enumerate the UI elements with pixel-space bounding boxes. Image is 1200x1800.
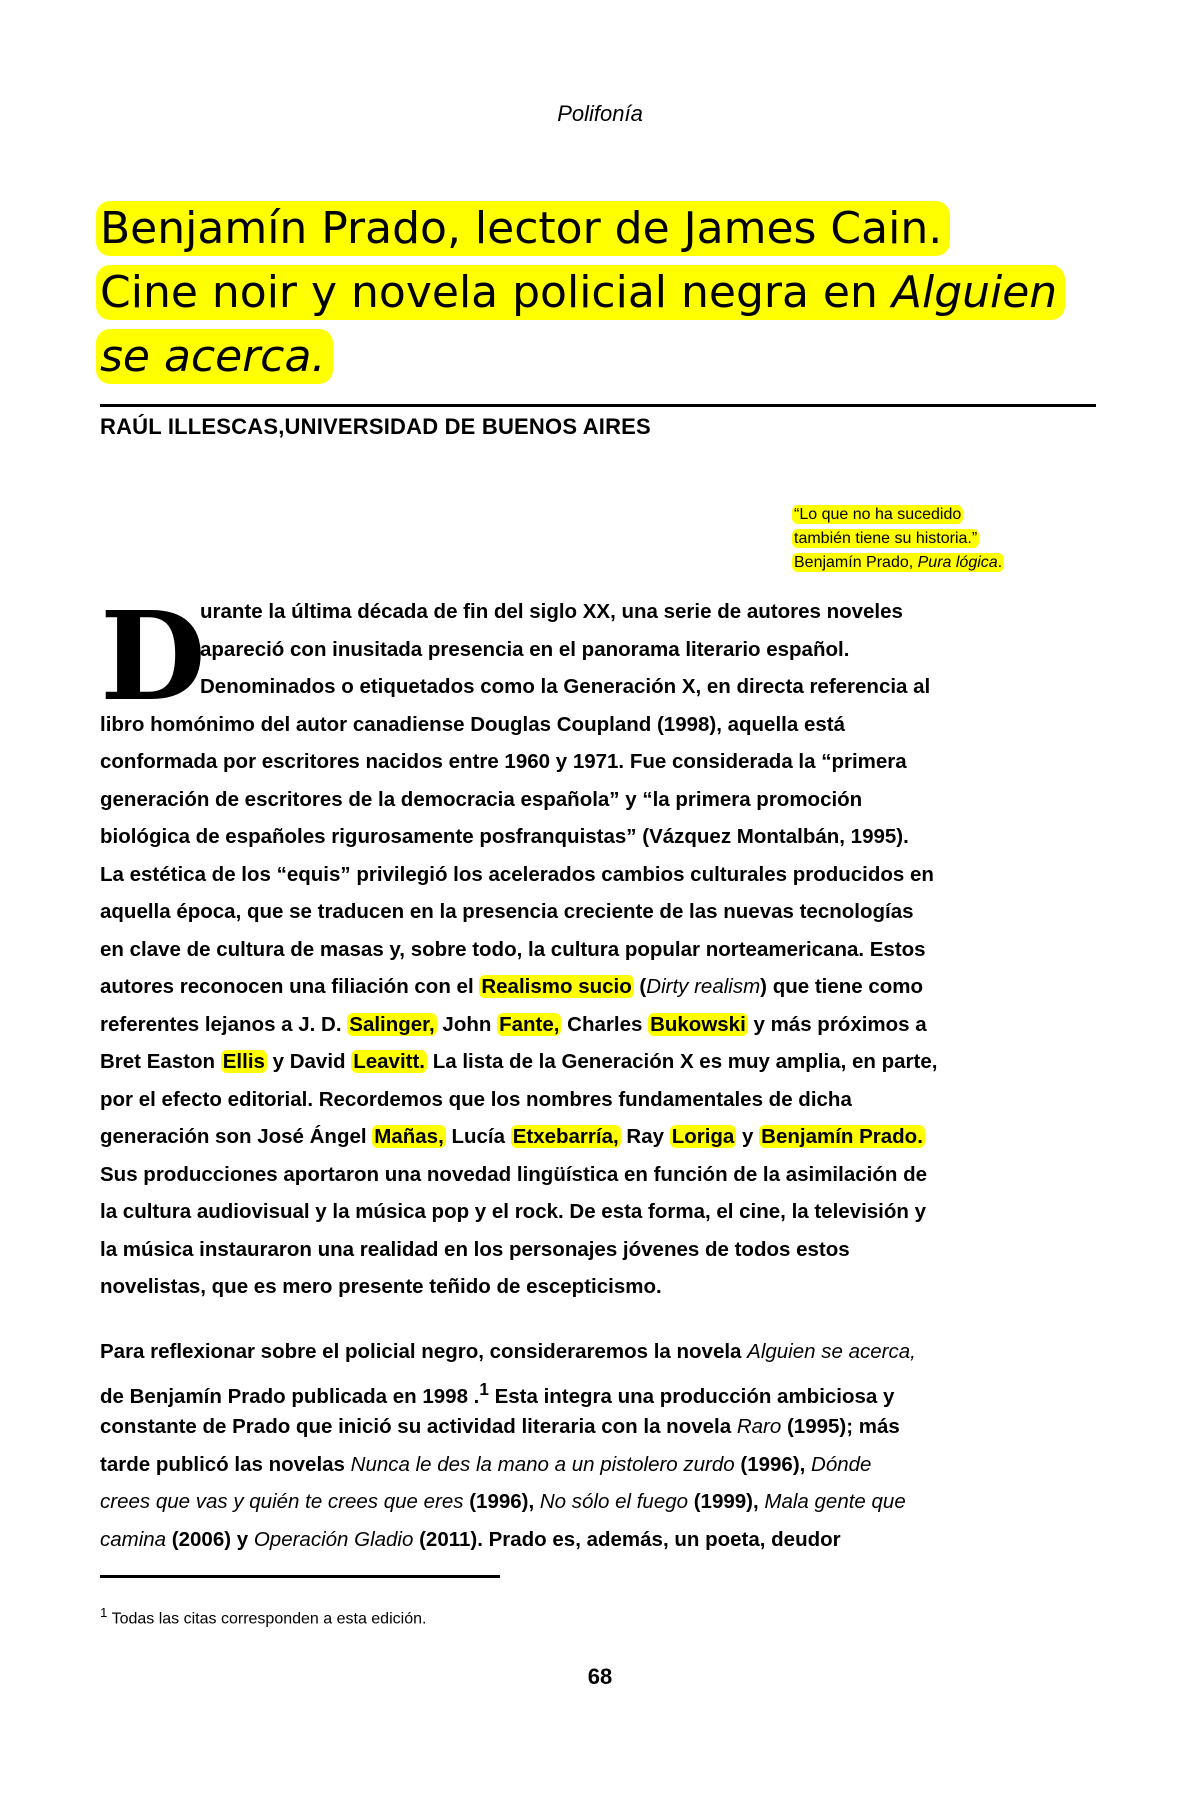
text-line: camina (2006) y Operación Gladio (2011). Prado es, además, un poeta, deudor xyxy=(100,1527,841,1551)
highlight-leavitt: Leavitt. xyxy=(353,1050,426,1073)
text-line: crees que vas y quién te crees que eres (1996), No sólo el fuego (1999), Mala gente que xyxy=(100,1490,906,1513)
footnote-reference[interactable]: 1 xyxy=(479,1379,489,1399)
title-line-1 xyxy=(96,197,1096,261)
text-line: biológica de españoles rigurosamente posfranquistas” (Vázquez Montalbán, 1995). xyxy=(100,825,909,848)
epigraph-line-1: “Lo que no ha sucedido xyxy=(794,506,962,523)
text-line: constante de Prado que inició su actividad literaria con la novela Raro (1995); más xyxy=(100,1415,900,1438)
epigraph xyxy=(792,503,1092,575)
text-line: autores reconocen una filiación con el Realismo sucio (Dirty realism) que tiene como xyxy=(100,975,924,998)
footnote-rule xyxy=(100,1575,500,1578)
body-paragraph-2 xyxy=(100,1333,1100,1558)
title-line-3 xyxy=(96,325,1096,389)
page-number: 68 xyxy=(587,1664,613,1689)
highlight-manas: Mañas, xyxy=(374,1125,444,1148)
text-line: La estética de los “equis” privilegió los acelerados cambios culturales producidos en xyxy=(100,862,934,886)
title-highlight-2 xyxy=(96,265,1065,320)
running-header: Polifonía xyxy=(557,101,643,126)
text-line: tarde publicó las novelas Nunca le des la mano a un pistolero zurdo (1996), Dónde xyxy=(100,1452,872,1476)
highlight-loriga: Loriga xyxy=(671,1125,735,1148)
text-line: aquella época, que se traducen en la presencia creciente de las nuevas tecnologías xyxy=(100,900,914,923)
highlight-fante: Fante, xyxy=(499,1012,560,1036)
title-rule xyxy=(100,404,1096,407)
drop-cap: D xyxy=(100,584,206,728)
text-line: referentes lejanos a J. D. Salinger, John Fante, Charles Bukowski y más próximos a xyxy=(100,1012,927,1036)
text-line: Denominados o etiquetados como la Generación X, en directa referencia al xyxy=(200,675,931,698)
footnote-mark: 1 xyxy=(100,1605,108,1620)
title-highlight-1: Benjamín Prado, lector de James Cain. xyxy=(96,201,950,256)
text-line: generación son José Ángel Mañas, Lucía Etxebarría, Ray Loriga y Benjamín Prado. xyxy=(100,1125,923,1148)
highlight-etxebarria: Etxebarría, xyxy=(512,1125,619,1148)
highlight-ellis: Ellis xyxy=(222,1050,265,1073)
text-line: de Benjamín Prado publicada en 1998 .$^1$ Esta integra una producción ambiciosa y xyxy=(100,1379,895,1408)
footnote: $^1$ Todas las citas corresponden a esta edición. xyxy=(100,1605,427,1628)
text-line: Para reflexionar sobre el policial negro, consideraremos la novela Alguien se acerca, xyxy=(100,1340,916,1363)
text-line: Bret Easton Ellis y David Leavitt. La lista de la Generación X es muy amplia, en parte, xyxy=(100,1050,938,1073)
title-line-2-italic: Alguien xyxy=(891,267,1058,318)
highlight-benjamin-prado: Benjamín Prado. xyxy=(761,1125,923,1148)
title-highlight-3 xyxy=(96,329,333,384)
epigraph-line-2: también tiene su historia.” xyxy=(794,530,978,547)
text-line: apareció con inusitada presencia en el panorama literario español. xyxy=(200,637,850,661)
text-line: conformada por escritores nacidos entre 1960 y 1971. Fue considerada la “primera xyxy=(100,750,907,773)
epigraph-source: Benjamín Prado, Pura lógica. xyxy=(794,554,1003,571)
text-line: por el efecto editorial. Recordemos que los nombres fundamentales de dicha xyxy=(100,1087,852,1111)
highlight-realismo-sucio: Realismo sucio xyxy=(481,975,632,998)
body-paragraph-1 xyxy=(100,584,1100,1306)
text-line: la cultura audiovisual y la música pop y el rock. De esta forma, el cine, la televisión y xyxy=(100,1200,927,1223)
title-line-2 xyxy=(96,261,1096,325)
text-line: novelistas, que es mero presente teñido de escepticismo. xyxy=(100,1275,662,1298)
title-line-2-text: Cine noir y novela policial negra en xyxy=(100,267,892,318)
title-line-3-italic: se acerca. xyxy=(100,331,326,382)
text-line: urante la última década de fin del siglo XX, una serie de autores noveles xyxy=(200,600,903,623)
author-affiliation: RAÚL ILLESCAS,UNIVERSIDAD DE BUENOS AIRES xyxy=(100,414,651,439)
text-line: libro homónimo del autor canadiense Douglas Coupland (1998), aquella está xyxy=(100,712,845,736)
highlight-salinger: Salinger, xyxy=(349,1012,435,1036)
text-line: generación de escritores de la democracia española” y “la primera promoción xyxy=(100,787,863,811)
article-title xyxy=(96,197,1096,389)
text-line: en clave de cultura de masas y, sobre todo, la cultura popular norteamericana. Estos xyxy=(100,937,926,961)
highlight-bukowski: Bukowski xyxy=(650,1012,746,1036)
text-line: la música instauraron una realidad en los personajes jóvenes de todos estos xyxy=(100,1237,850,1261)
text-line: Sus producciones aportaron una novedad lingüística en función de la asimilación de xyxy=(100,1162,927,1186)
